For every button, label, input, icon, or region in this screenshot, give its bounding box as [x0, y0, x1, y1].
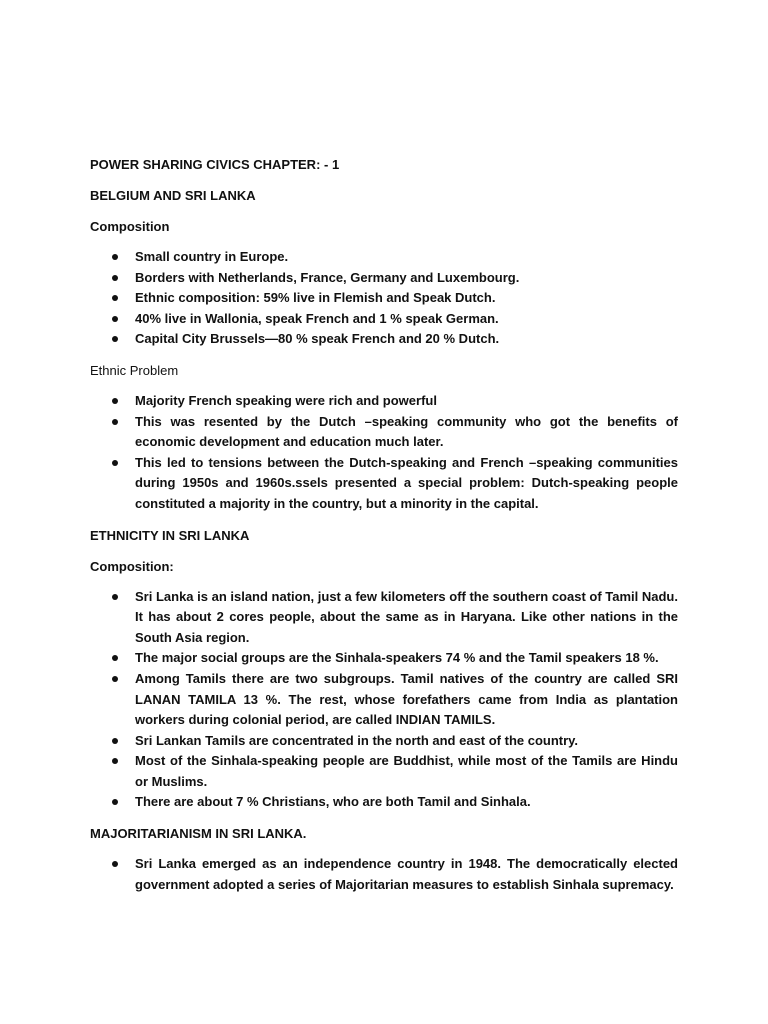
- sri-lanka-composition-list: [90, 587, 678, 814]
- list-item-text: Small country in Europe.: [135, 249, 289, 264]
- sri-lanka-composition-heading: Composition:: [90, 558, 174, 574]
- bullet-icon: [112, 594, 118, 600]
- list-item-text: Most of the Sinhala-speaking people are Buddhist, while most of the Tamils are Hindu or Muslims.: [135, 753, 678, 789]
- document-content: [90, 154, 678, 905]
- list-item-text: The major social groups are the Sinhala-speakers 74 % and the Tamil speakers 18 %.: [135, 650, 659, 666]
- list-item: [90, 329, 678, 350]
- list-item: [90, 288, 678, 309]
- ethnic-problem-list: [90, 391, 678, 515]
- list-item-text: This was resented by the Dutch –speaking community who got the benefits of economic development and education much later.: [135, 413, 678, 450]
- list-item: [90, 854, 678, 895]
- list-item-text: Sri Lankan Tamils are concentrated in the north and east of the country.: [135, 732, 579, 748]
- bullet-icon: [112, 295, 118, 301]
- bullet-icon: [112, 254, 118, 260]
- bullet-icon: [112, 275, 118, 281]
- list-item: [90, 309, 678, 330]
- list-item: [90, 453, 678, 515]
- bullet-icon: [112, 676, 118, 682]
- list-item: [90, 247, 678, 268]
- document-title: POWER SHARING CIVICS CHAPTER: - 1: [90, 157, 340, 172]
- list-item-text: Ethnic composition: 59% live in Flemish and Speak Dutch.: [135, 290, 496, 306]
- bullet-icon: [112, 758, 118, 764]
- majoritarianism-heading: MAJORITARIANISM IN SRI LANKA.: [90, 826, 307, 842]
- belgium-composition-heading: Composition: [90, 219, 170, 234]
- list-item: [90, 587, 678, 649]
- list-item: [90, 669, 678, 731]
- list-item-text: Capital City Brussels—80 % speak French and 20 % Dutch.: [135, 331, 500, 347]
- bullet-icon: [112, 799, 118, 805]
- belgium-composition-list: [90, 247, 678, 350]
- list-item-text: Borders with Netherlands, France, Germany and Luxembourg.: [135, 269, 520, 285]
- bullet-icon: [112, 316, 118, 322]
- bullet-icon: [112, 336, 118, 342]
- bullet-icon: [112, 738, 118, 744]
- bullet-icon: [112, 398, 118, 404]
- ethnic-problem-heading: Ethnic Problem: [90, 362, 179, 378]
- section-title-belgium-sri-lanka: BELGIUM AND SRI LANKA: [90, 188, 256, 203]
- bullet-icon: [112, 460, 118, 466]
- list-item-text: Majority French speaking were rich and powerful: [135, 392, 437, 408]
- list-item: [90, 792, 678, 813]
- bullet-icon: [112, 655, 118, 661]
- list-item: [90, 268, 678, 289]
- list-item: [90, 412, 678, 453]
- list-item: [90, 391, 678, 412]
- list-item-text: There are about 7 % Christians, who are both Tamil and Sinhala.: [135, 794, 531, 810]
- list-item-text: Sri Lanka is an island nation, just a few kilometers off the southern coast of Tamil Nadu. It has about 2 cores people, about the same as in Haryana. Like other nations in the South Asia region.: [135, 588, 678, 645]
- bullet-icon: [112, 419, 118, 425]
- ethnicity-sri-lanka-heading: ETHNICITY IN SRI LANKA: [90, 527, 250, 543]
- bullet-icon: [112, 861, 118, 867]
- list-item-text: Sri Lanka emerged as an independence country in 1948. The democratically elected government adopted a series of Majoritarian measures to establish Sinhala supremacy.: [135, 856, 678, 892]
- list-item: [90, 751, 678, 792]
- list-item: [90, 648, 678, 669]
- list-item-text: Among Tamils there are two subgroups. Tamil natives of the country are called SRI LANAN TAMILA 13 %. The rest, whose forefathers came from India as plantation workers during colonial period, are called INDIAN TAMILS.: [135, 670, 678, 728]
- list-item-text: 40% live in Wallonia, speak French and 1 % speak German.: [135, 310, 499, 326]
- list-item: [90, 731, 678, 752]
- list-item-text: This led to tensions between the Dutch-speaking and French –speaking communities during 1950s and 1960s.ssels presented a special problem: Dutch-speaking people constituted a majority in the country, but a minority in the capital.: [135, 454, 678, 511]
- majoritarianism-list: [90, 854, 678, 895]
